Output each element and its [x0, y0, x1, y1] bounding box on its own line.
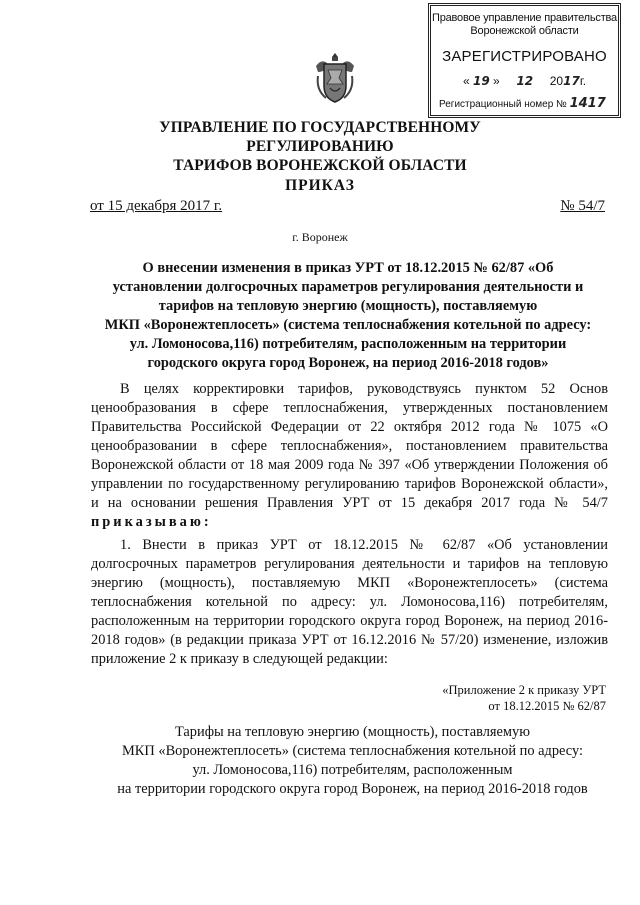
- item-1-paragraph: 1. Внести в приказ УРТ от 18.12.2015 № 62/87 «Об установлении долгосрочных параметров регулирования деятельности и тарифов на тепловую энергию (мощность), поставляемую МКП «Воронежтеплосеть» (система теплоснабжения котельной по адресу: ул. Ломоносова,116) потребителям, расположенным на территории городского округа город Воронеж, на период 2016-2018 годов» (в редакции приказа УРТ от 16.12.2016 № 57/20) изменение, изложив приложение 2 к приказу в следующей редакции:: [91, 537, 608, 667]
- document-date: от 15 декабря 2017 г.: [90, 198, 223, 214]
- organization-title: УПРАВЛЕНИЕ ПО ГОСУДАРСТВЕННОМУ РЕГУЛИРОВАНИЮ ТАРИФОВ ВОРОНЕЖСКОЙ ОБЛАСТИ: [159, 119, 481, 174]
- preamble-paragraph: В целях корректировки тарифов, руководствуясь пунктом 52 Основ ценообразования в сфере теплоснабжения, утвержденных постановлением Правительства Российской Федерации от 22 октября 2012 года № 1075 «О ценообразовании в сфере теплоснабжения», постановлением правительства Воронежской области от 18 мая 2009 года № 397 «Об утверждении Положения об управлении по государственному регулированию тарифов Воронежской области», и на основании решения Правления УРТ от 15 декабря 2017 года № 54/7 приказываю:: [91, 381, 608, 530]
- tariff-table-title: Тарифы на тепловую энергию (мощность), поставляемую МКП «Воронежтеплосеть» (система теплоснабжения котельной по адресу: ул. Ломоносова,116) потребителям, расположенным на территории городского округа город Воронеж, на период 2016-2018 годов: [117, 724, 588, 797]
- registration-stamp: [428, 3, 621, 118]
- stamp-reg-number-value: 1417: [569, 96, 606, 111]
- stamp-date-day: 19: [472, 74, 490, 88]
- document-type: ПРИКАЗ: [285, 177, 355, 194]
- stamp-organization: Правовое управление правительства Воронежской области: [432, 12, 617, 37]
- coat-of-arms-icon: [312, 50, 358, 106]
- stamp-date: « 19 » 12 2017г.: [462, 74, 587, 88]
- stamp-registered: ЗАРЕГИСТРИРОВАНО: [442, 48, 607, 65]
- stamp-reg-number: Регистрационный номер № 1417: [439, 96, 606, 111]
- stamp-date-month: 12: [516, 74, 534, 88]
- document-city: г. Воронеж: [292, 230, 348, 244]
- stamp-date-year: 17: [563, 74, 580, 88]
- order-word: приказываю:: [91, 514, 212, 530]
- document-number: № 54/7: [560, 198, 605, 214]
- appendix-reference: «Приложение 2 к приказу УРТ от 18.12.2015 № 62/87: [442, 683, 606, 713]
- document-subject: О внесении изменения в приказ УРТ от 18.12.2015 № 62/87 «Об установлении долгосрочных параметров регулирования деятельности и тарифов на тепловую энергию (мощность), поставляемую МКП «Воронежтеплосеть» (система теплоснабжения котельной по адресу: ул. Ломоносова,116) потребителям, расположенным на территории городского округа город Воронеж, на период 2016-2018 годов»: [104, 260, 592, 371]
